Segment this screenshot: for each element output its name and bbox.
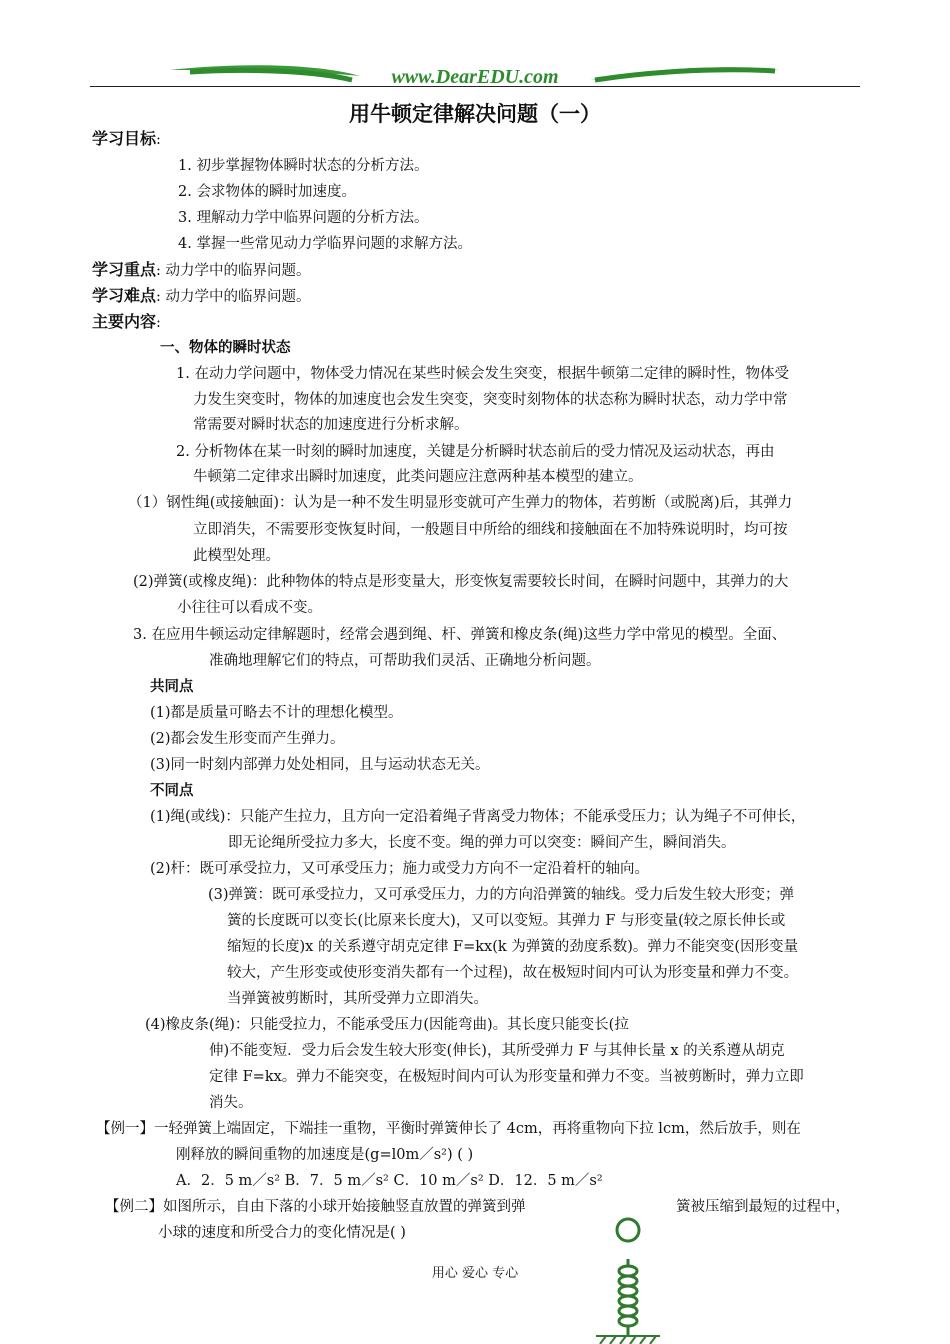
difficulty-text: : 动力学中的临界问题。 xyxy=(156,289,311,305)
objective-item: 1. 初步掌握物体瞬时状态的分析方法。 xyxy=(178,158,429,174)
example2-line: 【例二】如图所示，自由下落的小球开始接触竖直放置的弹簧到弹 xyxy=(105,1199,526,1215)
diff-line: (1)绳(或线)：只能产生拉力，且方向一定沿着绳子背离受力物体；不能承受压力；认为绳子不可伸长， xyxy=(150,809,806,825)
objective-item: 3. 理解动力学中临界问题的分析方法。 xyxy=(178,210,429,226)
section1-heading: 一、物体的瞬时状态 xyxy=(160,340,291,356)
common-item: (3)同一时刻内部弹力处处相同，且与运动状态无关。 xyxy=(150,757,490,773)
footer-text: 用心 爱心 专心 xyxy=(431,1266,519,1281)
objectives-row xyxy=(92,128,161,151)
diff-line: (3)弹簧：既可承受拉力，又可承受压力，力的方向沿弹簧的轴线。受力后发生较大形变；弹 xyxy=(208,887,795,903)
paragraph-line: 牛顿第二定律求出瞬时加速度，此类问题应注意两种基本模型的建立。 xyxy=(193,469,643,485)
paragraph-line: 立即消失，不需要形变恢复时间，一般题目中所给的细线和接触面在不加特殊说明时，均可按 xyxy=(193,522,788,538)
paragraph-line: (2)弹簧(或橡皮绳)：此种物体的特点是形变量大，形变恢复需要较长时间，在瞬时问题中，其弹力的大 xyxy=(133,574,789,590)
page-title: 用牛顿定律解决问题（一） xyxy=(349,102,601,126)
key-point-text: : 动力学中的临界问题。 xyxy=(156,263,311,279)
objectives-label: 学习目标 xyxy=(92,129,157,148)
example1-line: 刚释放的瞬间重物的加速度是(g=l0m／s²) ( ) xyxy=(176,1147,474,1163)
ball xyxy=(617,1219,639,1241)
paragraph-line: 准确地理解它们的特点，可帮助我们灵活、正确地分析问题。 xyxy=(209,653,601,669)
paragraph-line: 此模型处理。 xyxy=(193,548,280,564)
paragraph-line: 2. 分析物体在某一时刻的瞬时加速度，关键是分析瞬时状态前后的受力情况及运动状态，再由 xyxy=(176,444,775,460)
diff-line: 当弹簧被剪断时，其所受弹力立即消失。 xyxy=(227,991,488,1007)
example1-options: A．2．5 m／s² B．7．5 m／s² C．10 m／s² D．12．5 m／s² xyxy=(176,1173,603,1189)
diff-line: (4)橡皮条(绳)：只能受拉力，不能承受压力(因能弯曲)。其长度只能变长(拉 xyxy=(145,1017,629,1033)
diff-line: (2)杆：既可承受拉力，又可承受压力；施力或受力方向不一定沿着杆的轴向。 xyxy=(150,861,650,877)
site-logo-text[interactable]: www.DearEDU.com xyxy=(391,66,559,88)
common-heading: 共同点 xyxy=(150,679,194,695)
paragraph-line: 3. 在应用牛顿运动定律解题时，经常会遇到绳、杆、弹簧和橡皮条(绳)这些力学中常见的模型。全面、 xyxy=(133,627,787,643)
diff-line: 消失。 xyxy=(209,1095,253,1111)
key-point-label: 学习重点 xyxy=(92,260,157,279)
common-item: (2)都会发生形变而产生弹力。 xyxy=(150,731,345,747)
content-row xyxy=(92,311,161,334)
example2-line: 小球的速度和所受合力的变化情况是( ) xyxy=(158,1225,406,1241)
paragraph-line: （1）钢性绳(或接触面)：认为是一种不发生明显形变就可产生弹力的物体，若剪断（或脱离)后，其弹力 xyxy=(128,495,793,511)
paragraph-line: 力发生突变时，物体的加速度也会发生突变，突变时刻物体的状态称为瞬时状态，动力学中常 xyxy=(193,392,788,408)
objectives-colon: : xyxy=(156,132,161,148)
example1-line: 【例一】一轻弹簧上端固定，下端挂一重物，平衡时弹簧伸长了 4cm，再将重物向下拉 lcm，然后放手，则在 xyxy=(96,1121,801,1137)
common-item: (1)都是质量可略去不计的理想化模型。 xyxy=(150,705,403,721)
paragraph-line: 1. 在动力学问题中，物体受力情况在某些时候会发生突变，根据牛顿第二定律的瞬时性，物体受 xyxy=(176,366,789,382)
diff-heading: 不同点 xyxy=(150,783,194,799)
paragraph-line: 小往往可以看成不变。 xyxy=(177,600,322,616)
difficulty-label: 学习难点 xyxy=(92,286,157,305)
diff-line: 伸)不能变短．受力后会发生较大形变(伸长)，其所受弹力 F 与其伸长量 x 的关系遵从胡克 xyxy=(209,1043,785,1059)
objective-item: 4. 掌握一些常见动力学临界问题的求解方法。 xyxy=(178,236,472,252)
objective-item: 2. 会求物体的瞬时加速度。 xyxy=(178,184,356,200)
difficulty-row xyxy=(92,285,311,308)
diff-line: 簧的长度既可以变长(比原来长度大)，又可以变短。其弹力 F 与形变量(较之原长伸长或 xyxy=(227,913,786,929)
example2-line: 簧被压缩到最短的过程中， xyxy=(676,1199,850,1215)
diff-line: 缩短的长度)x 的关系遵守胡克定律 F=kx(k 为弹簧的劲度系数)。弹力不能突变(因形变量 xyxy=(227,939,799,955)
header-rule xyxy=(90,86,860,87)
diff-line: 定律 F=kx。弹力不能突变，在极短时间内可认为形变量和弹力不变。当被剪断时，弹力立即 xyxy=(209,1069,804,1085)
diff-line: 较大，产生形变或使形变消失都有一个过程)，故在极短时间内可认为形变量和弹力不变。 xyxy=(227,965,799,981)
key-point-row xyxy=(92,259,311,282)
content-colon: : xyxy=(156,315,161,331)
content-label: 主要内容 xyxy=(92,312,157,331)
ground xyxy=(596,1336,660,1344)
diff-line: 即无论绳所受拉力多大，长度不变。绳的弹力可以突变：瞬间产生，瞬间消失。 xyxy=(228,835,736,851)
paragraph-line: 常需要对瞬时状态的加速度进行分析求解。 xyxy=(193,417,469,433)
